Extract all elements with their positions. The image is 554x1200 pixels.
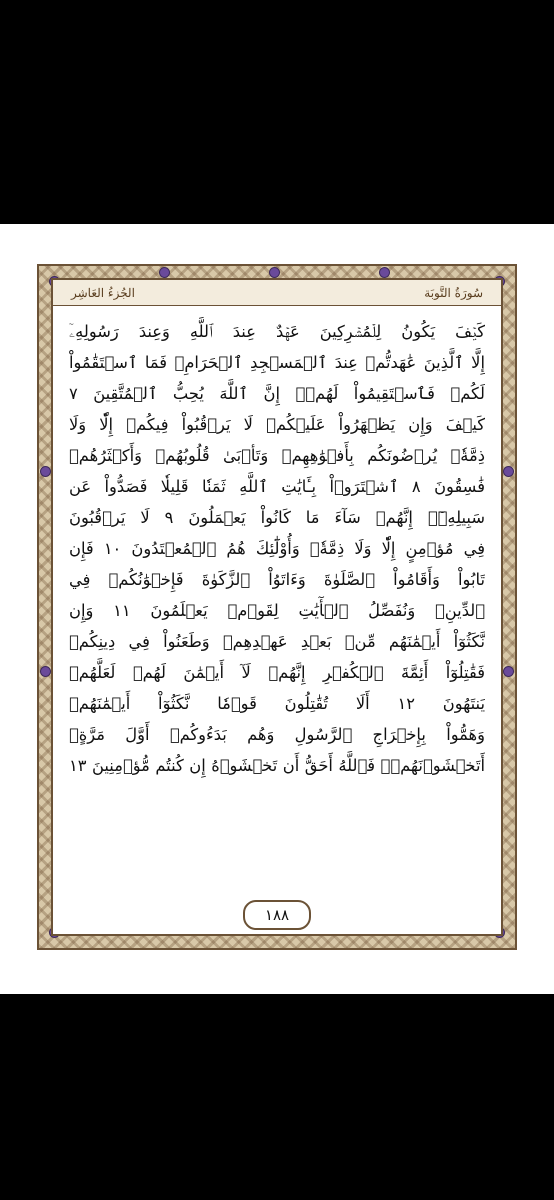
border-ornament-icon bbox=[379, 267, 390, 278]
text-line: إِلَّا ٱلَّذِينَ عَٰهَدتُّمۡ عِندَ ٱلۡمَسۡجِدِ ٱلۡحَرَامِۖ فَمَا ٱسۡتَقَٰمُواْ bbox=[69, 353, 485, 372]
page-number: ١٨٨ bbox=[243, 900, 311, 930]
text-line: يَنتَهُونَ ١٢ أَلَا تُقَٰتِلُونَ قَوۡمٗا نَّكَثُوٓاْ أَيۡمَٰنَهُمۡ bbox=[69, 694, 485, 713]
border-ornament-icon bbox=[40, 466, 51, 477]
text-line: فِي مُؤۡمِنٍ إِلّٗا وَلَا ذِمَّةٗۚ وَأُوْلَٰٓئِكَ هُمُ ٱلۡمُعۡتَدُونَ ١٠ فَإِن bbox=[69, 539, 485, 558]
border-ornament-icon bbox=[40, 666, 51, 677]
text-line: نَّكَثُوٓاْ أَيۡمَٰنَهُم مِّنۢ بَعۡدِ عَهۡدِهِمۡ وَطَعَنُواْ فِي دِينِكُمۡ bbox=[69, 632, 485, 651]
text-line: كَيۡفَ يَكُونُ لِلۡمُشۡرِكِينَ عَهۡدٌ عِندَ ٱللَّهِ وَعِندَ رَسُولِهِۦٓ bbox=[69, 322, 485, 341]
verse-text-block bbox=[69, 316, 485, 882]
text-line: لَكُمۡ فَٱسۡتَقِيمُواْ لَهُمۡۚ إِنَّ ٱللَّهَ يُحِبُّ ٱلۡمُتَّقِينَ ٧ bbox=[69, 384, 485, 403]
border-ornament-icon bbox=[503, 466, 514, 477]
text-line: أَتَخۡشَوۡنَهُمۡۚ فَٱللَّهُ أَحَقُّ أَن تَخۡشَوۡهُ إِن كُنتُم مُّؤۡمِنِينَ ١٣ bbox=[69, 756, 485, 775]
text-line: ذِمَّةٗۚ يُرۡضُونَكُم بِأَفۡوَٰهِهِمۡ وَتَأۡبَىٰ قُلُوبُهُمۡ وَأَكۡثَرُهُمۡ bbox=[69, 446, 485, 465]
page-header bbox=[53, 280, 501, 306]
text-line: تَابُواْ وَأَقَامُواْ ٱلصَّلَوٰةَ وَءَاتَوُاْ ٱلزَّكَوٰةَ فَإِخۡوَٰنُكُمۡ فِي bbox=[69, 570, 485, 589]
text-line: كَيۡفَ وَإِن يَظۡهَرُواْ عَلَيۡكُمۡ لَا يَرۡقُبُواْ فِيكُمۡ إِلّٗا وَلَا bbox=[69, 415, 485, 434]
page-content bbox=[51, 278, 503, 936]
border-ornament-icon bbox=[503, 666, 514, 677]
border-ornament-icon bbox=[159, 267, 170, 278]
text-line: وَهَمُّواْ بِإِخۡرَاجِ ٱلرَّسُولِ وَهُم بَدَءُوكُمۡ أَوَّلَ مَرَّةٍۚ bbox=[69, 725, 485, 744]
ornamental-border bbox=[37, 264, 517, 950]
text-line: فَقَٰتِلُوٓاْ أَئِمَّةَ ٱلۡكُفۡرِ إِنَّهُمۡ لَآ أَيۡمَٰنَ لَهُمۡ لَعَلَّهُمۡ bbox=[69, 663, 485, 682]
text-line: ٱلدِّينِۗ وَنُفَصِّلُ ٱلۡأٓيَٰتِ لِقَوۡمٖ يَعۡلَمُونَ ١١ وَإِن bbox=[69, 601, 485, 620]
mushaf-page-sheet bbox=[0, 224, 554, 994]
text-line: سَبِيلِهِۦٓۚ إِنَّهُمۡ سَآءَ مَا كَانُواْ يَعۡمَلُونَ ٩ لَا يَرۡقُبُونَ bbox=[69, 508, 485, 527]
juz-name: الجُزءُ العَاشِر bbox=[71, 285, 135, 300]
text-line: فَٰسِقُونَ ٨ ٱشۡتَرَوۡاْ بِـَٔايَٰتِ ٱللَّهِ ثَمَنٗا قَلِيلٗا فَصَدُّواْ عَن bbox=[69, 477, 485, 496]
surah-name: سُورَةُ التَّوبَة bbox=[424, 285, 483, 300]
border-ornament-icon bbox=[269, 267, 280, 278]
